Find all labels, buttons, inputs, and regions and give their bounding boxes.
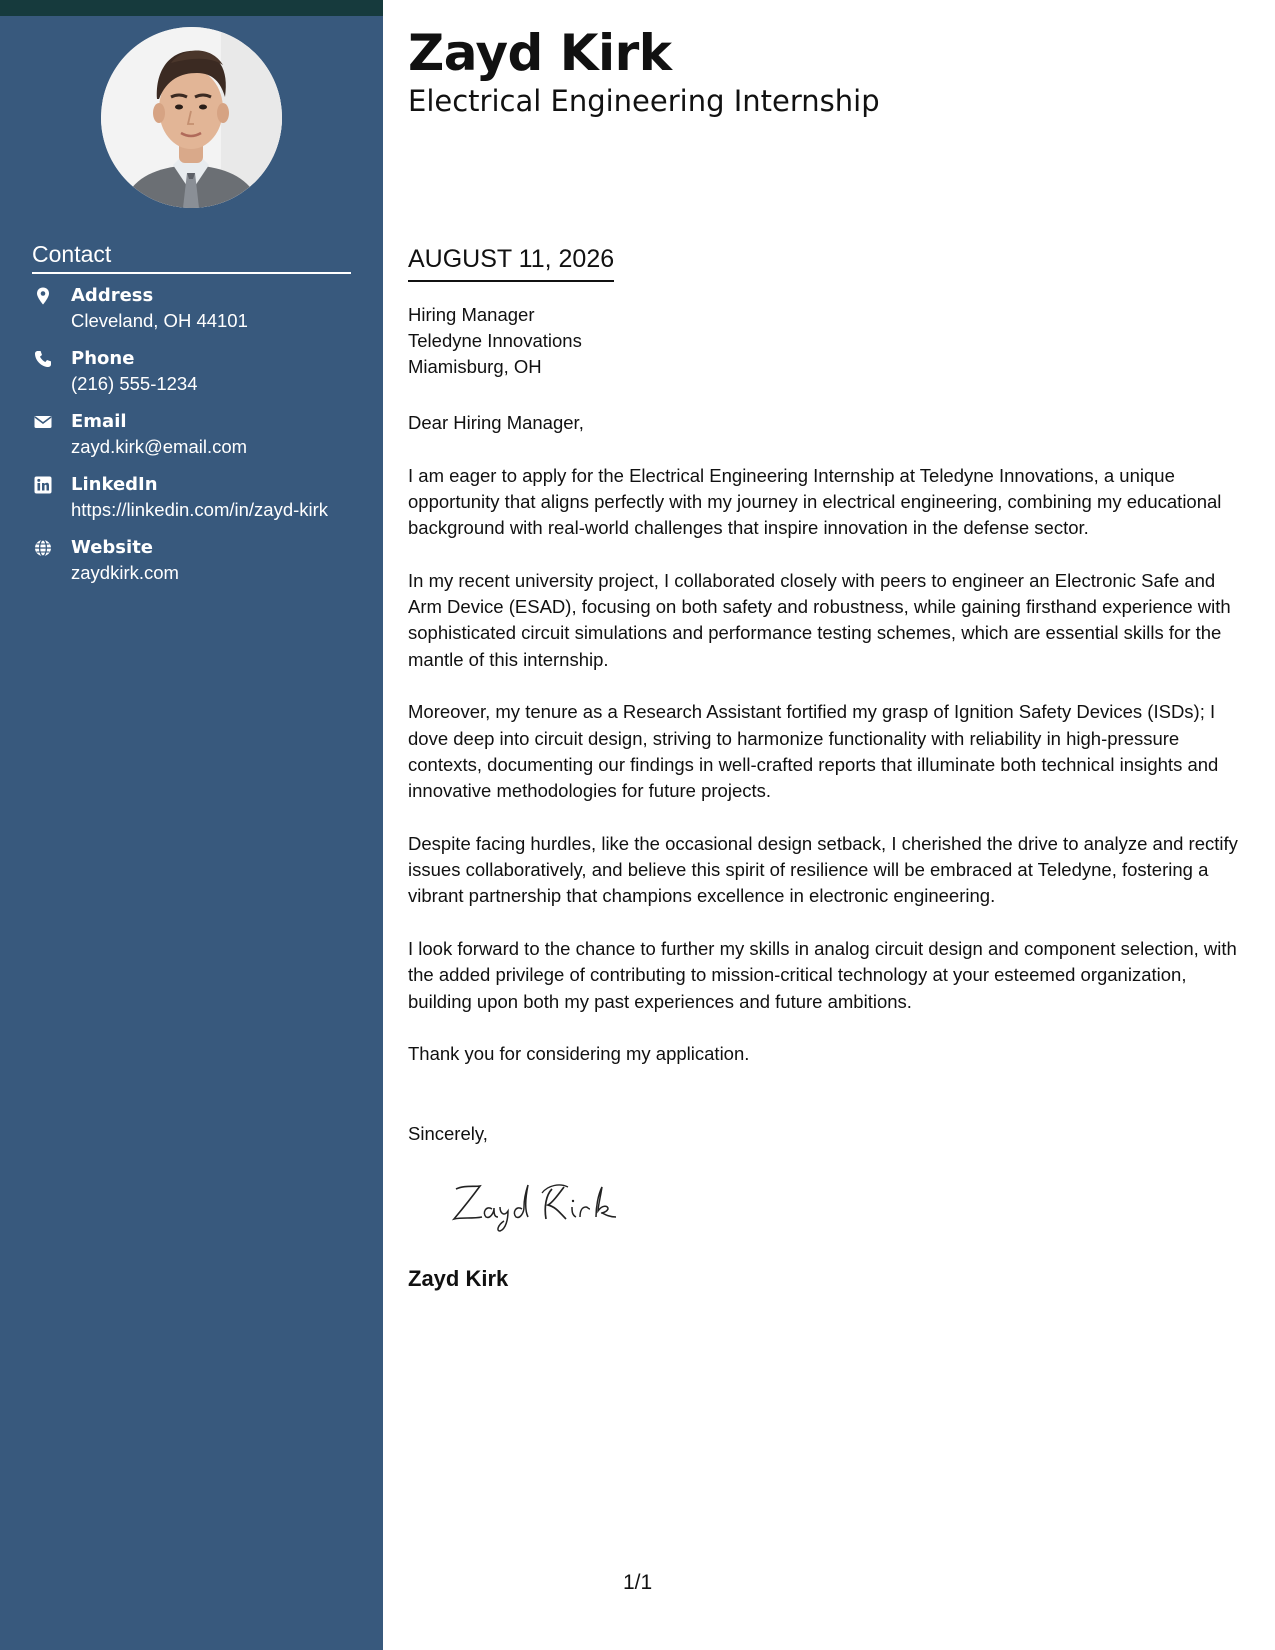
sidebar [0, 0, 383, 1650]
sidebar-top-accent-bar [0, 0, 383, 16]
page-number: 1/1 [623, 1571, 653, 1594]
contact-section-title: Contact [32, 240, 351, 274]
recipient-line: Teledyne Innovations [408, 330, 582, 351]
avatar [101, 27, 282, 208]
recipient-line: Hiring Manager [408, 304, 535, 325]
handwritten-signature [448, 1175, 648, 1235]
body-paragraph: Moreover, my tenure as a Research Assistant fortified my grasp of Ignition Safety Devices (ISDs); I dove deep into circuit design, striving to harmonize functionality with reliability in high-pressure contexts, documenting our findings in well-crafted reports that illuminate both technical insights and innovative methodologies for future projects. [408, 701, 1219, 802]
contact-value-linkedin[interactable]: https://linkedin.com/in/zayd-kirk [71, 499, 329, 520]
body-paragraph: I am eager to apply for the Electrical Engineering Internship at Teledyne Innovations, a unique opportunity that aligns perfectly with my journey in electrical engineering, combining my educational background with real-world challenges that inspire innovation in the defense sector. [408, 464, 1222, 539]
envelope-icon [34, 413, 52, 431]
phone-icon [34, 350, 52, 368]
closing: Sincerely, [408, 1123, 488, 1144]
body-paragraph: Despite facing hurdles, like the occasional design setback, I cherished the drive to analyze and rectify issues collaboratively, and believe this spirit of resilience will be embraced at Teledyne, fostering a vibrant partnership that champions excellence in electronic engineering. [408, 832, 1238, 907]
applicant-name: Zayd Kirk [408, 24, 672, 82]
body-paragraph: I look forward to the chance to further my skills in analog circuit design and component selection, with the added privilege of contributing to mission-critical technology at your esteemed organization, building upon both my past experiences and future ambitions. [408, 937, 1237, 1012]
job-title: Electrical Engineering Internship [408, 84, 880, 118]
contact-label: Phone [71, 348, 135, 369]
letter-date: AUGUST 11, 2026 [408, 243, 614, 282]
contact-label: Address [71, 285, 154, 306]
recipient-block [408, 302, 582, 380]
contact-value-phone: (216) 555-1234 [71, 373, 198, 394]
map-pin-icon [34, 287, 52, 305]
letter-body [408, 410, 1253, 1094]
contact-item-address [32, 285, 372, 348]
contact-value-website[interactable]: zaydkirk.com [71, 562, 179, 583]
contact-label: Website [71, 537, 154, 558]
body-paragraph: In my recent university project, I collaborated closely with peers to engineer an Electronic Safe and Arm Device (ESAD), focusing on both safety and robustness, while gaining firsthand experience with sophisticated circuit simulations and performance testing schemes, which are essential skills for the mantle of this internship. [408, 569, 1231, 670]
contact-item-email [32, 411, 372, 474]
salutation: Dear Hiring Manager, [408, 412, 584, 433]
contact-label: Email [71, 411, 127, 432]
signer-name: Zayd Kirk [408, 1266, 509, 1291]
linkedin-icon [34, 476, 52, 494]
contact-item-website [32, 537, 372, 600]
contact-value-email[interactable]: zayd.kirk@email.com [71, 436, 248, 457]
profile-photo [101, 27, 282, 208]
globe-icon [34, 539, 52, 557]
contact-item-phone [32, 348, 372, 411]
contact-label: LinkedIn [71, 474, 158, 495]
recipient-line: Miamisburg, OH [408, 356, 542, 377]
contact-item-linkedin [32, 474, 372, 537]
contact-value-address: Cleveland, OH 44101 [71, 310, 248, 331]
thank-you-line: Thank you for considering my application. [408, 1043, 750, 1065]
contact-list [32, 285, 372, 600]
